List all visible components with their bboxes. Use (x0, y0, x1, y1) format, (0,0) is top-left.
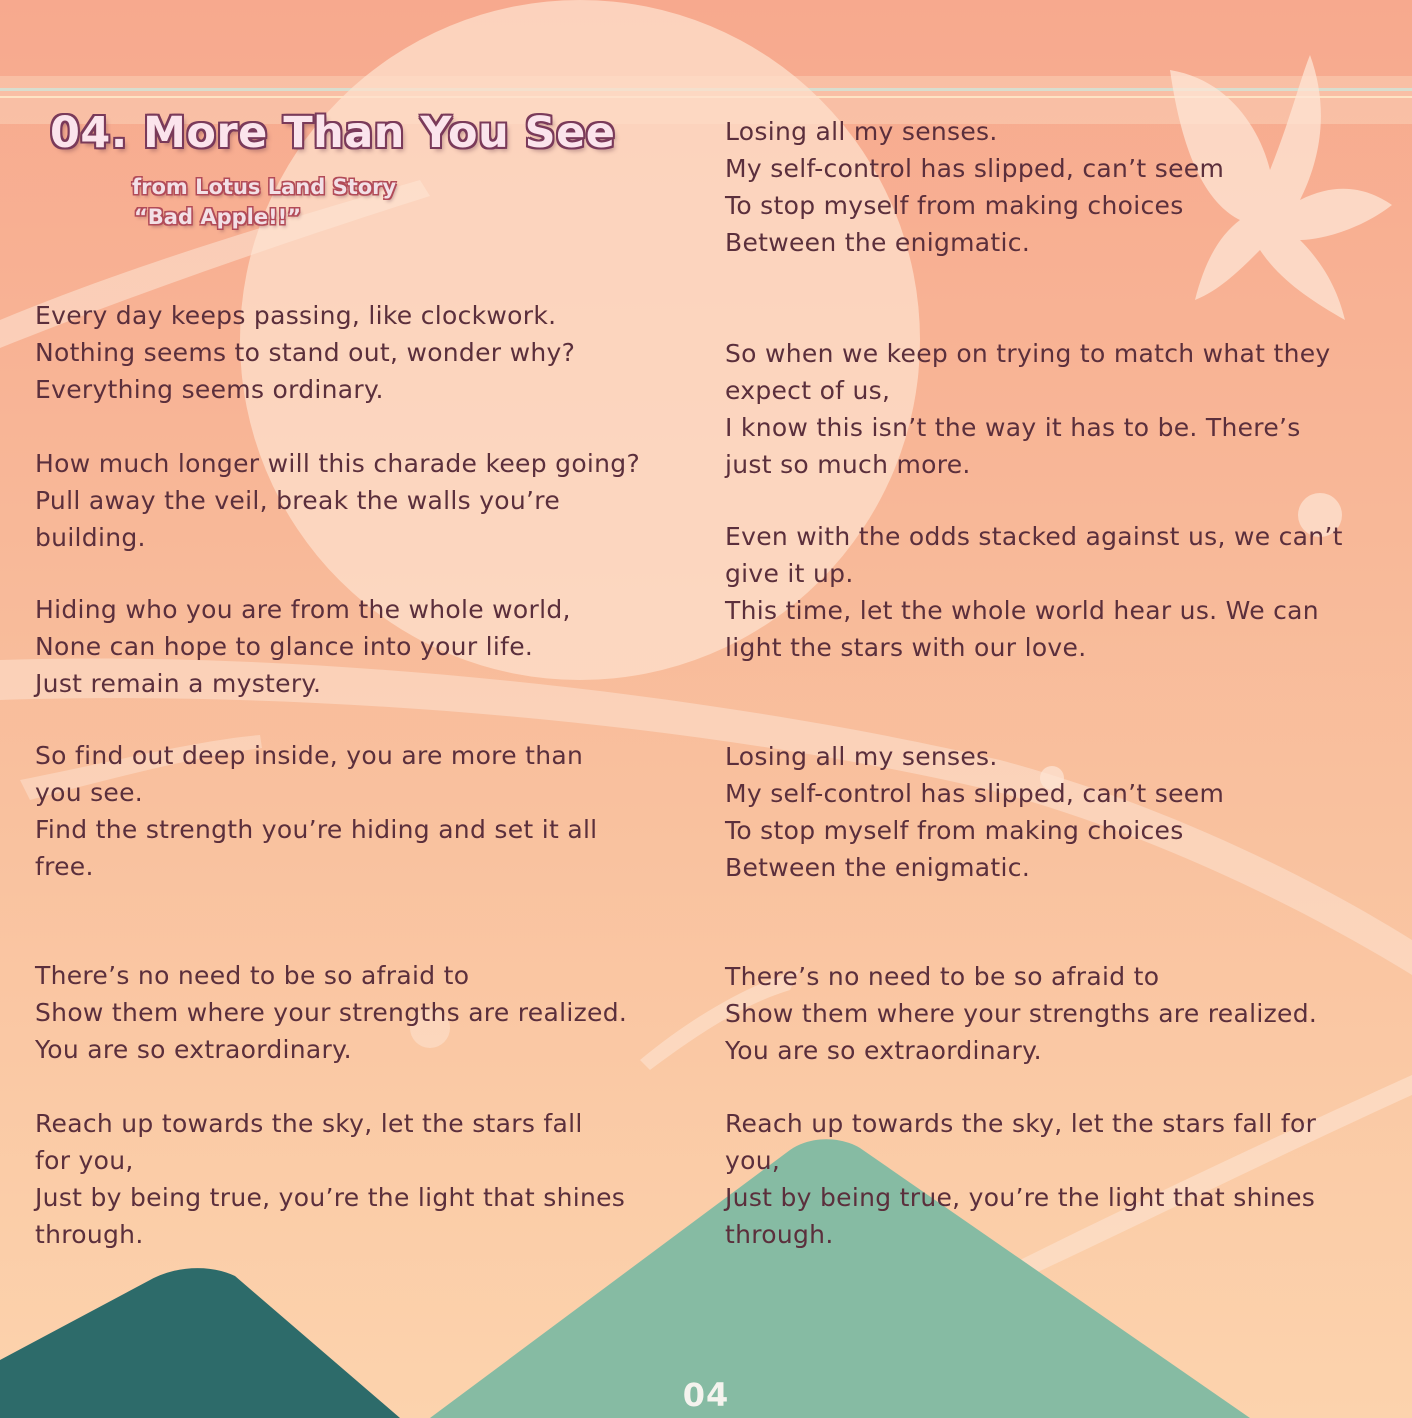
lyric-line: You are so extraordinary. (725, 1036, 1042, 1065)
lyric-line: This time, let the whole world hear us. We can (725, 596, 1319, 625)
lyric-line: free. (35, 852, 94, 881)
lyric-line: So when we keep on trying to match what they (725, 339, 1331, 368)
lyric-line: None can hope to glance into your life. (35, 632, 534, 661)
lyric-stanza (35, 591, 571, 702)
lyric-line: for you, (35, 1146, 134, 1175)
lyric-line: through. (725, 1220, 834, 1249)
lyric-line: Losing all my senses. (725, 742, 998, 771)
lyric-stanza (35, 297, 575, 408)
lyric-stanza (725, 958, 1317, 1069)
lyric-line: There’s no need to be so afraid to (35, 961, 470, 990)
lyric-line: Find the strength you’re hiding and set it all (35, 815, 598, 844)
lyric-line: Losing all my senses. (725, 117, 998, 146)
lyric-line: I know this isn’t the way it has to be. There’s (725, 413, 1301, 442)
lyric-line: Between the enigmatic. (725, 228, 1031, 257)
lyric-line: Every day keeps passing, like clockwork. (35, 301, 557, 330)
lyric-line: Between the enigmatic. (725, 853, 1031, 882)
lyric-line: Even with the odds stacked against us, we can’t (725, 522, 1343, 551)
lyric-stanza (35, 445, 640, 556)
lyric-line: you, (725, 1146, 781, 1175)
lyric-line: There’s no need to be so afraid to (725, 962, 1160, 991)
lyric-line: Nothing seems to stand out, wonder why? (35, 338, 576, 367)
lyric-line: Hiding who you are from the whole world, (35, 595, 571, 624)
lyric-line: expect of us, (725, 376, 891, 405)
lyric-line: Just by being true, you’re the light that shines (725, 1183, 1316, 1212)
lyric-line: Reach up towards the sky, let the stars fall for (725, 1109, 1317, 1138)
page-number: 04 (682, 1376, 730, 1414)
lyric-line: give it up. (725, 559, 854, 588)
lyric-stanza (725, 738, 1224, 886)
lyric-line: My self-control has slipped, can’t seem (725, 154, 1225, 183)
lyric-line: Pull away the veil, break the walls you’re (35, 486, 561, 515)
lyric-line: To stop myself from making choices (725, 816, 1184, 845)
lyric-line: My self-control has slipped, can’t seem (725, 779, 1225, 808)
lyric-line: Show them where your strengths are realized. (35, 998, 628, 1027)
lyric-line: Show them where your strengths are realized. (725, 999, 1318, 1028)
lyric-stanza (725, 1105, 1316, 1253)
lyric-line: Everything seems ordinary. (35, 375, 384, 404)
song-title: 04. More Than You See (50, 108, 616, 158)
lyric-line: building. (35, 523, 146, 552)
lyric-line: just so much more. (725, 450, 971, 479)
lyric-line: you see. (35, 778, 144, 807)
source-song: “Bad Apple!!” (134, 205, 302, 229)
lyric-stanza (35, 737, 597, 885)
lyric-stanza (725, 518, 1343, 666)
lyric-line: To stop myself from making choices (725, 191, 1184, 220)
lyric-line: You are so extraordinary. (35, 1035, 352, 1064)
lyric-line: Reach up towards the sky, let the stars fall (35, 1109, 583, 1138)
lyric-stanza (725, 113, 1224, 261)
lyric-line: through. (35, 1220, 144, 1249)
lyric-line: light the stars with our love. (725, 633, 1087, 662)
source-game: from Lotus Land Story (132, 175, 397, 199)
lyric-stanza (35, 957, 627, 1068)
lyric-line: Just by being true, you’re the light that shines (35, 1183, 626, 1212)
lyric-stanza (725, 335, 1331, 483)
lyric-line: So find out deep inside, you are more than (35, 741, 584, 770)
lyric-line: Just remain a mystery. (35, 669, 322, 698)
lyric-line: How much longer will this charade keep going? (35, 449, 641, 478)
lyric-stanza (35, 1105, 625, 1253)
